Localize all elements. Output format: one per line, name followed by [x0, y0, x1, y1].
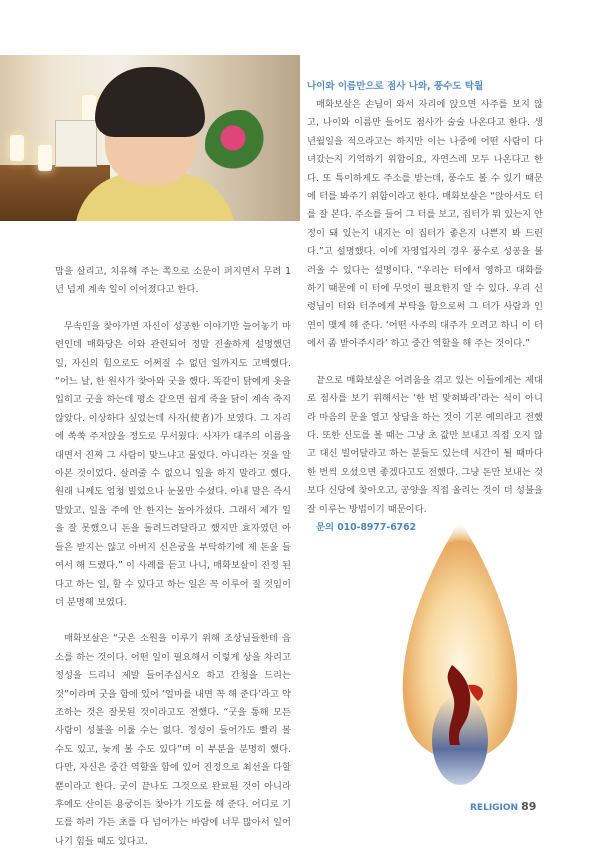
left-column — [55, 263, 291, 851]
paragraph: 끝으로 매화보살은 어려움을 겪고 있는 이들에게는 제대로 점사를 보기 위해서는 ‘한 번 맞혀봐라’라는 식이 아니라 마음의 문을 열고 상담을 하는 것이 기본 예의라고 전했다. 또한 신도를 볼 때는 그냥 초 값만 보내고 직접 오지 않고 대신 빌어달라고 하는 분들도 있는데 시간이 될 때마다 한 번씩 오셨으면 좋겠다고도 전했다. 그냥 돈만 보내는 것보다 신당에 찾아오고, 공양을 직접 올리는 것이 더 성불을 잘 이루는 방법이기 때문이다. — [307, 374, 543, 515]
candle — [82, 95, 96, 121]
section-heading: 나이와 이름만으로 점사 나와, 풍수도 탁월 — [307, 81, 484, 92]
paragraph: 매화보살은 “굿은 소원을 이루기 위해 조상님들한테 읍소를 하는 것이다. 어떤 일이 필요해서 이렇게 상을 차리고 정성을 드리니 제발 들어주십시오 하고 간청을 드리는 것”이라며 굿을 함에 있어 ‘얼마를 내면 꼭 해 준다’라고 약조하는 것은 잘못된 것이라고도 전했다. “굿을 통해 모든 사람이 성불을 이룰 수는 없다. 정성이 들어가도 빨리 볼 수도 있고, 늦게 볼 수도 있다”며 이 부분을 분명히 했다. 다만, 자신은 중간 역할을 함에 있어 진정으로 최선을 다할 뿐이라고 한다. 굿이 끝나도 그것으로 완료된 것이 아니라 후에도 산이든 용궁이든 찾아가 기도를 해 준다. 어디로 기도를 하러 가든 초를 다 넘어가는 바람에 너무 많아서 일어나기 힘들 때도 있다고. — [55, 633, 291, 847]
candle-flame-image — [380, 515, 540, 805]
contact-info: 문의 010-8977-6762 — [316, 521, 417, 533]
picture-frame — [55, 120, 97, 167]
candle — [38, 145, 52, 171]
page-number: 89 — [521, 800, 537, 813]
paragraph: 매화보살은 손님이 와서 자리에 앉으면 사주를 보지 않고, 나이와 이름만 들어도 점사가 술술 나온다고 한다. 생년월일을 적으라고는 하지만 이는 나중에 어떤 사람이 다녀갔는지 기억하기 위함이요, 자연스레 모두 나온다고 한다. 또 특이하게도 주소를 받는데, 풍수도 볼 수 있기 때문에 터를 봐주기 위함이라고 한다. 매화보살은 “앉아서도 터를 잘 본다. 주소를 들어 그 터를 보고, 집터가 뭐 있는지 안정이 돼 있는지 내지는 이 집터가 좋은지 나쁜지 봐 드린다.”고 설명했다. 이에 자영업자의 경우 풍수로 성공을 불러올 수 있다는 설명이다. “우리는 터에서 영하고 대화를 하기 때문에 이 터에 무엇이 필요한지 알 수 있다. 우리 신령님이 터와 터주에게 부탁을 함으로써 그 터가 사람과 인연이 맺게 해 준다. ‘어떤 사주의 대주가 오려고 하니 이 터에서 좀 받아주시라’ 하고 중간 역할을 해 주는 것이다.” — [307, 99, 543, 350]
right-column — [307, 78, 543, 537]
page-footer — [470, 800, 536, 813]
paragraph: 맘을 살리고, 치유해 주는 쪽으로 소문이 퍼지면서 무려 1년 넘게 계속 일이 이어졌다고 한다. — [55, 266, 291, 296]
paragraph: 무속인을 찾아가면 자신이 성공한 이야기만 늘어놓기 마련인데 매화당은 이와 관련되어 정말 진솔하게 설명했던 일, 자신의 힘으로도 어쩌질 수 없던 일까지도 고백했다. “어느 날, 한 원사가 찾아와 굿을 했다. 똑같이 닭에게 옷을 입히고 굿을 하는데 평소 같으면 쉽게 죽을 닭이 계속 죽지 않았다. 이상하다 싶었는데 사자(使者)가 보였다. 그 자리에 쑥쑥 주저앉을 정도로 무서웠다. 사자가 대주의 이름을 대면서 진짜 그 사람이 맞느냐고 물었다. 아니라는 것을 알아본 것이었다. 살려줄 수 없으니 일을 하지 말라고 했다. 원래 니께도 엄청 빌었으나 눈물만 수셨다. 아내 말은 즉시 말았고, 일을 주에 안 한지는 놀아가셨다. 그래서 제가 일을 잘 못했으니 돈을 돌려드려달라고 했지만 효자였던 아들은 받지는 않고 아버지 신은궁을 부탁하기에 제 돈을 들여서 해 드렸다.” 이 사례를 듣고 나니, 매화보살이 진정 된다고 하는 일, 할 수 있다고 하는 일은 꼭 이루어 질 것임이 더 분명해 보였다. — [55, 320, 291, 608]
portrait-photo — [0, 55, 300, 221]
section-label: RELIGION — [470, 803, 519, 813]
person-hair — [95, 67, 205, 137]
flower-bouquet — [205, 110, 275, 180]
candle — [10, 135, 24, 161]
